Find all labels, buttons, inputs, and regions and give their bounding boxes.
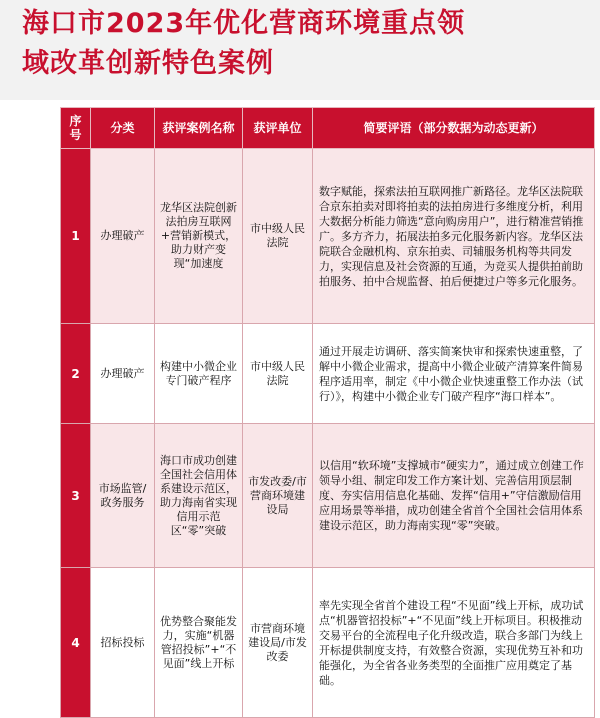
- row-unit: 市发改委/市营商环境建设局: [243, 424, 313, 568]
- row-unit: 市中级人民法院: [243, 324, 313, 424]
- row-case: 海口市成功创建全国社会信用体系建设示范区，助力海南省实现信用示范区“零”突破: [155, 424, 243, 568]
- row-category: 市场监管/政务服务: [91, 424, 155, 568]
- row-num: 3: [61, 424, 91, 568]
- row-num: 1: [61, 149, 91, 324]
- row-num: 4: [61, 568, 91, 718]
- row-comment: 率先实现全省首个建设工程“不见面”线上开标，成功试点“机器管招投标”+“不见面”线上开标项目。积极推动交易平台的全流程电子化升级改造，联合多部门为线上开标提供制度支持，有效整合资源，实现优势互补和功能强化，为全省各业务类型的全面推广应用奠定了基础。: [313, 568, 595, 718]
- row-unit: 市营商环境建设局/市发改委: [243, 568, 313, 718]
- header-comment: 简要评语（部分数据为动态更新）: [313, 108, 595, 149]
- row-category: 招标投标: [91, 568, 155, 718]
- header-unit: 获评单位: [243, 108, 313, 149]
- table-row: [61, 149, 595, 324]
- header-category: 分类: [91, 108, 155, 149]
- row-case: 优势整合聚能发力，实施“机器管招投标”+“不见面”线上开标: [155, 568, 243, 718]
- row-num: 2: [61, 324, 91, 424]
- row-comment: 通过开展走访调研、落实简案快审和探索快速重整，了解中小微企业需求，提高中小微企业破产清算案件简易程序适用率，制定《中小微企业快速重整工作办法（试行）》，构建中小微企业专门破产程序“海口样本”。: [313, 324, 595, 424]
- table-row: [61, 568, 595, 718]
- title-line-1: 海口市2023年优化营商环境重点领: [22, 8, 466, 39]
- document-title: [22, 4, 582, 84]
- table-row: [61, 324, 595, 424]
- row-comment: 以信用“软环境”支撑城市“硬实力”，通过成立创建工作领导小组、制定印发工作方案计划、完善信用顶层制度、夯实信用信息化基础、发挥“信用+”守信激励信用应用场景等举措，成功创建全省首个全国社会信用体系建设示范区，助力海南实现“零”突破。: [313, 424, 595, 568]
- header-case: 获评案例名称: [155, 108, 243, 149]
- table-row: [61, 424, 595, 568]
- row-category: 办理破产: [91, 324, 155, 424]
- row-case: 构建中小微企业专门破产程序: [155, 324, 243, 424]
- row-unit: 市中级人民法院: [243, 149, 313, 324]
- row-category: 办理破产: [91, 149, 155, 324]
- row-case: 龙华区法院创新法拍房互联网+营销新模式，助力财产变现“加速度: [155, 149, 243, 324]
- row-comment: 数字赋能，探索法拍互联网推广新路径。龙华区法院联合京东拍卖对即将拍卖的法拍房进行多维度分析，利用大数据分析能力筛选“意向购房用户”，进行精准营销推广。多方齐力，拓展法拍多元化服务新内容。龙华区法院联合金融机构、京东拍卖、司辅服务机构等共同发力，实现信息及社会资源的互通，为竞买人提供拍前助拍服务、拍中合规监督、拍后便捷过户等多元化服务。: [313, 149, 595, 324]
- title-line-2: 域改革创新特色案例: [22, 48, 274, 79]
- cases-table: [60, 107, 595, 718]
- header-num: 序号: [61, 108, 91, 149]
- table-header-row: [61, 108, 595, 149]
